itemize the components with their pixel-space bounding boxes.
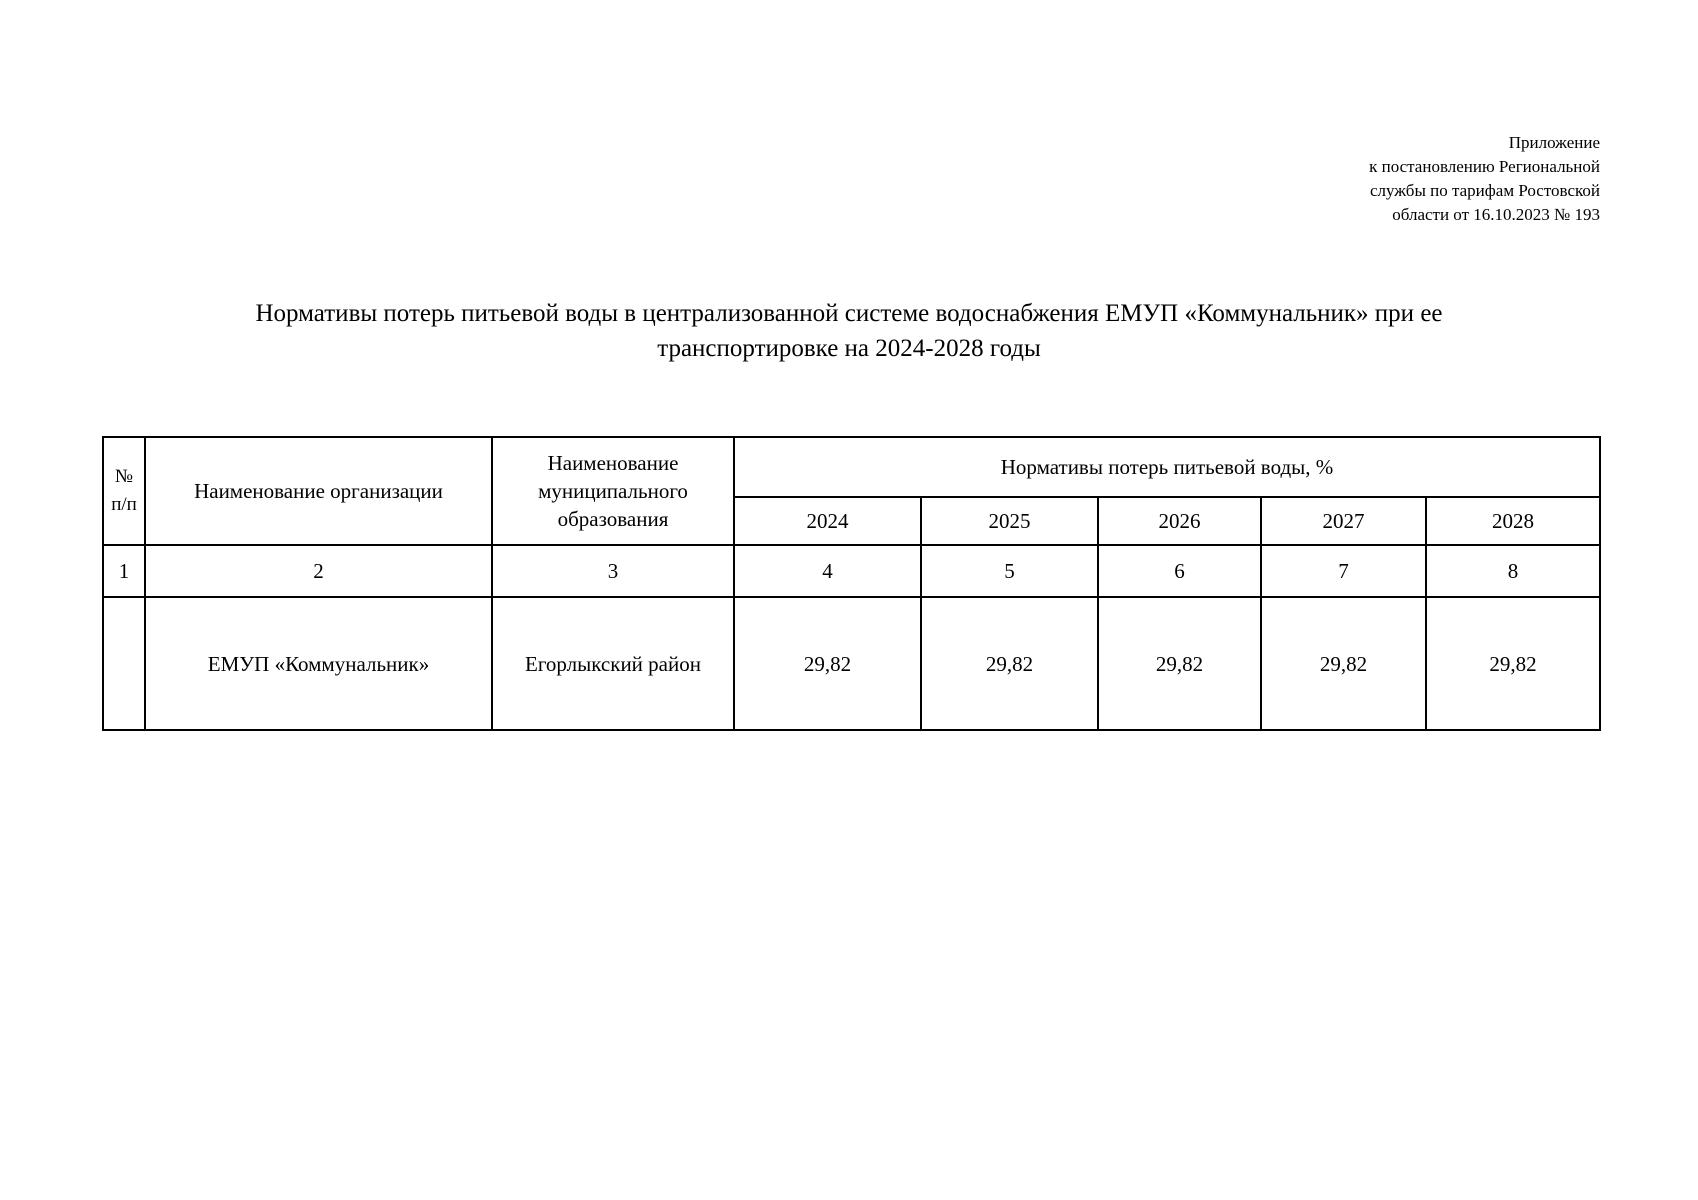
column-number-row	[103, 545, 1600, 597]
row-municipality: Егорлыкский район	[492, 597, 734, 730]
header-municipality-line: образования	[557, 507, 669, 531]
header-num-line: №	[114, 466, 134, 487]
column-number: 4	[734, 545, 921, 597]
norms-table	[102, 436, 1601, 731]
header-norms-group: Нормативы потерь питьевой воды, %	[734, 437, 1600, 497]
header-year: 2024	[734, 497, 921, 545]
column-number: 2	[145, 545, 492, 597]
row-value: 29,82	[1426, 597, 1600, 730]
column-number: 3	[492, 545, 734, 597]
header-organization: Наименование организации	[145, 437, 492, 545]
column-number: 8	[1426, 545, 1600, 597]
appendix-line: службы по тарифам Ростовской	[1369, 181, 1600, 200]
header-year: 2027	[1261, 497, 1426, 545]
title-line-1: Нормативы потерь питьевой воды в централизованной системе водоснабжения ЕМУП «Коммунальник» при ее	[255, 300, 1443, 327]
column-number: 5	[921, 545, 1098, 597]
appendix-line: области от 16.10.2023 № 193	[1392, 205, 1600, 224]
row-value: 29,82	[1098, 597, 1261, 730]
appendix-line: к постановлению Региональной	[1369, 157, 1600, 176]
header-year: 2028	[1426, 497, 1600, 545]
appendix-block	[1369, 131, 1600, 227]
column-number: 1	[103, 545, 145, 597]
table-row	[103, 597, 1600, 730]
header-municipality	[492, 437, 734, 545]
column-number: 7	[1261, 545, 1426, 597]
row-num	[103, 597, 145, 730]
header-municipality-line: Наименование	[547, 451, 679, 475]
column-number: 6	[1098, 545, 1261, 597]
title-line-2: транспортировке на 2024-2028 годы	[657, 335, 1041, 362]
document-title	[150, 296, 1548, 366]
row-value: 29,82	[921, 597, 1098, 730]
row-organization: ЕМУП «Коммунальник»	[145, 597, 492, 730]
header-num	[103, 437, 145, 545]
row-value: 29,82	[734, 597, 921, 730]
header-row	[103, 437, 1600, 497]
header-year: 2025	[921, 497, 1098, 545]
row-value: 29,82	[1261, 597, 1426, 730]
header-year: 2026	[1098, 497, 1261, 545]
appendix-line: Приложение	[1508, 133, 1600, 152]
header-municipality-line: муниципального	[538, 479, 688, 503]
header-num-line: п/п	[111, 494, 137, 515]
